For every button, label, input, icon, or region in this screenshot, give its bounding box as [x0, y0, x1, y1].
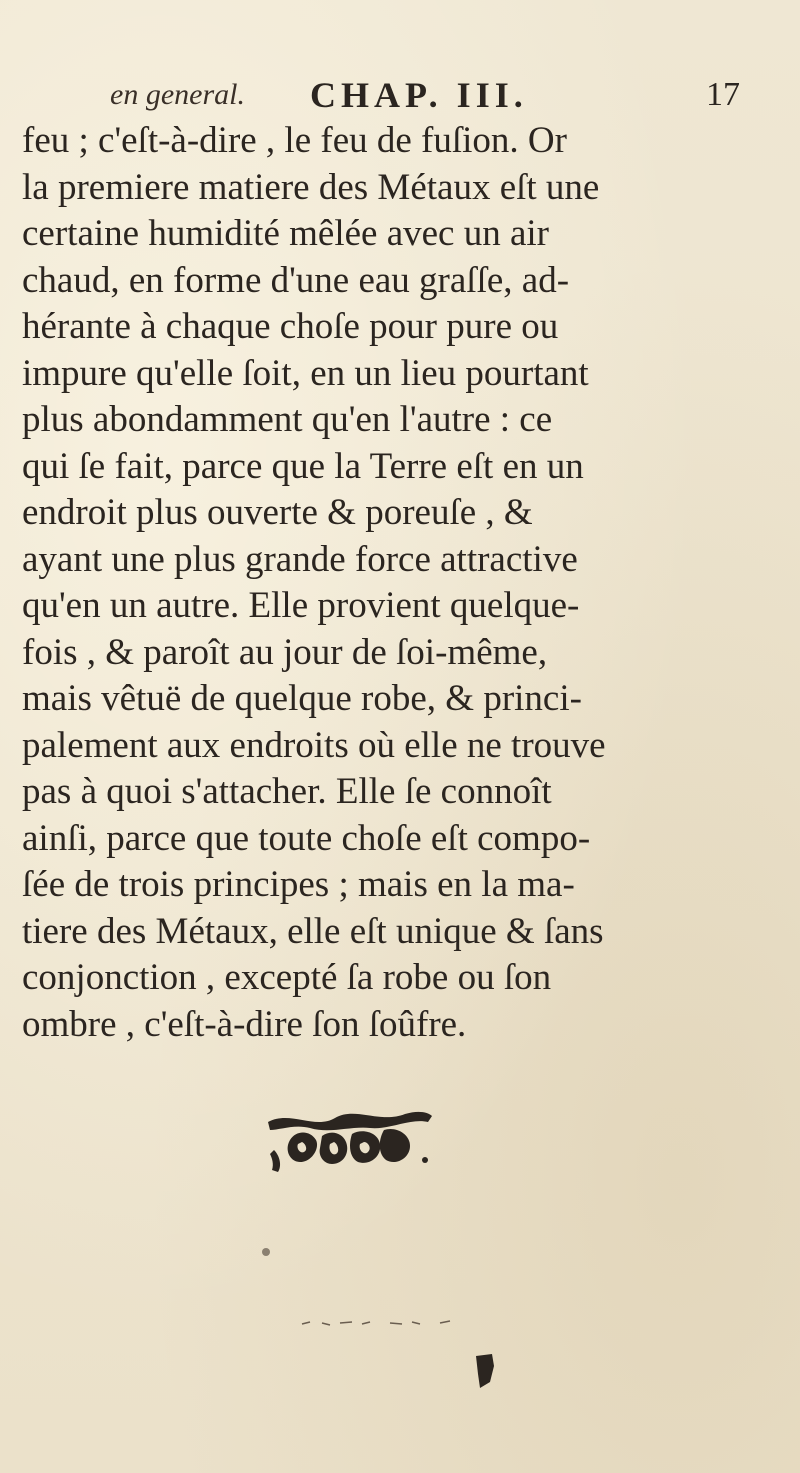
text-line: pas à quoi s'attacher. Elle ſe connoît — [22, 771, 552, 812]
text-line: impure qu'elle ſoit, en un lieu pourtant — [22, 352, 589, 394]
text-line: certaine humidité mêlée avec un air — [22, 213, 549, 254]
ink-spot — [262, 1248, 270, 1256]
printer-mark-icon — [470, 1352, 500, 1392]
text-line: qu'en un autre. Elle provient quelque- — [22, 585, 580, 626]
text-line: feu ; c'eſt-à-dire , le feu de fuſion. Or — [22, 120, 567, 161]
faint-rule-marks — [300, 1318, 460, 1328]
text-line: ayant une plus grande force attractive — [22, 538, 578, 580]
text-line: ſée de trois principes ; mais en la ma- — [22, 864, 575, 905]
text-line: palement aux endroits où elle ne trouve — [22, 724, 606, 766]
text-line: mais vêtuë de quelque robe, & princi- — [22, 678, 582, 719]
handwritten-annotation: en general. — [110, 78, 245, 111]
text-line: qui ſe fait, parce que la Terre eſt en un — [22, 445, 584, 487]
text-line: ainſi, parce que toute choſe eſt compo- — [22, 817, 591, 859]
running-head: CHAP. III. — [310, 75, 528, 115]
text-line: hérante à chaque choſe pour pure ou — [22, 306, 559, 347]
text-line: conjonction , excepté ſa robe ou ſon — [22, 957, 552, 998]
body-text — [22, 118, 782, 1048]
tailpiece-ornament-icon — [260, 1100, 440, 1180]
text-line: la premiere matiere des Métaux eſt une — [22, 166, 600, 208]
text-line: chaud, en forme d'une eau graſſe, ad- — [22, 259, 570, 301]
text-line: tiere des Métaux, elle eſt unique & ſans — [22, 910, 604, 952]
text-line: fois , & paroît au jour de ſoi-même, — [22, 631, 548, 673]
text-line: plus abondamment qu'en l'autre : ce — [22, 399, 553, 440]
text-line: endroit plus ouverte & poreuſe , & — [22, 492, 533, 533]
text-line: ombre , c'eſt-à-dire ſon ſoûfre. — [22, 1003, 467, 1045]
page-header — [110, 72, 750, 122]
page-number: 17 — [706, 76, 740, 113]
